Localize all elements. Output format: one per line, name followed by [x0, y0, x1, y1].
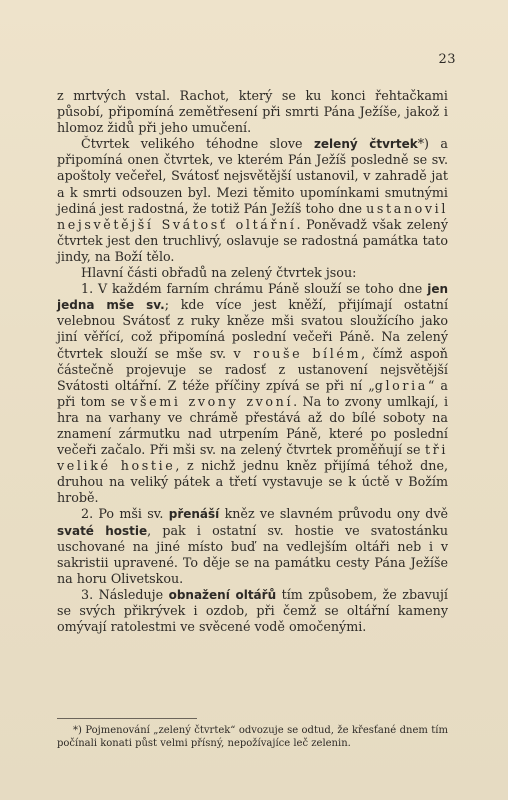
p4-c: ; kde více jest kněží, přijímají ostatní velebnou Svátosť z ruky kněze mši svatou sloužícího jako jiní věřící, což připomíná poslední večeři Páně. Na zelený čtvrtek slouží se mše sv. — [57, 297, 448, 361]
p5-c: kněz ve slavném průvodu ony dvě — [219, 506, 448, 522]
footnote-text: *) Pojmenování „zelený čtvrtek“ odvozuje se odtud, že křesťané dnem tím počínali konati půst velmi přísný, nepožívajíce leč zelenin. — [57, 725, 448, 749]
p4-e: , čímž aspoň částečně projevuje se radosť z ustanovení nejsvětější Svátosti oltářní. Z téže příčiny zpívá se při ní „ — [57, 345, 448, 393]
p6-c: tím způsobem, že zbavují se svých přikrývek i ozdob, při čemž se oltářní kameny omývají ratolestmi ve svěcené vodě omočenými. — [57, 586, 448, 635]
p5-a: 2. Po mši sv. — [81, 506, 169, 522]
paragraph-3 — [57, 265, 448, 281]
p4-spaced-vestment: v rouše bílém — [233, 345, 362, 361]
p2-c: *) a připomíná onen čtvrtek, ve kterém Pán Ježíš posledně se sv. apoštoly večeřel, Svátosť nejsvětější ustanovil, v zahradě jat a k smrti odsouzen byl. Mezi těmito upomínkami smutnými jediná jest radostná, že totiž Pán Ježíš toho dne — [57, 136, 448, 216]
p5-e: , pak i ostatní sv. hostie ve svatostánku uschované na jiné místo buď na vedlejším oltáři neb i v sakristii upravené. To děje se na památku cesty Pána Ježíše na horu Olivetskou. — [57, 522, 448, 586]
p2-bold-term: zelený čtvrtek — [313, 137, 418, 152]
body-text — [57, 88, 448, 635]
p6-a: 3. Následuje — [81, 586, 169, 602]
p4-i: . Na to zvony umlkají, i hra na varhany ve chrámě přestává až do bílé soboty na znamení zármutku nad utrpením Páně, které po poslední večeři začalo. Při mši sv. na zelený čtvrtek proměňují se — [57, 393, 449, 458]
p2-a: Čtvrtek velikého téhodne slove — [81, 136, 314, 152]
p4-a: 1. V každém farním chrámu Páně slouží se toho dne — [81, 281, 428, 297]
paragraph-6 — [57, 587, 448, 635]
p5-bold-hosts: svaté hostie — [57, 523, 148, 538]
p4-bold-term: jen jedna mše sv. — [57, 282, 448, 313]
p2-e: . Poněvadž však zelený čtvrtek jest den truchlivý, oslavuje se radostná památka tato jindy, na Boží tělo. — [57, 216, 448, 264]
paragraph-5 — [57, 506, 448, 586]
p4-k: , z nichž jednu kněz přijímá téhož dne, druhou na veliký pátek a třetí vystavuje se k úctě v Božím hrobě. — [57, 458, 448, 506]
p6-bold-term: obnažení oltářů — [168, 587, 277, 602]
p1-text: z mrtvých vstal. Rachot, který se ku konci řehtačkami působí, připomíná zemětřesení při smrti Pána Ježíše, jakož i hlomoz židů při jeho umučení. — [57, 88, 448, 136]
paragraph-2 — [57, 136, 448, 265]
p4-spaced-bells: všemi zvony zvoní — [130, 393, 294, 409]
p4-spaced-hosts: tři veliké hostie — [57, 442, 448, 474]
p3-text: Hlavní části obřadů na zelený čtvrtek jsou: — [81, 265, 357, 281]
footnote-divider — [57, 718, 197, 719]
paragraph-4 — [57, 281, 448, 506]
p5-bold-transfer: přenáší — [168, 507, 220, 522]
p2-spaced-phrase: ustanovil nejsvětější Svátosť oltářní — [57, 200, 448, 232]
footnote — [57, 724, 448, 750]
page-number: 23 — [438, 52, 456, 67]
p4-g: “ a při tom se — [57, 377, 448, 409]
p4-spaced-gloria: gloria — [374, 377, 428, 393]
paragraph-1 — [57, 88, 448, 136]
